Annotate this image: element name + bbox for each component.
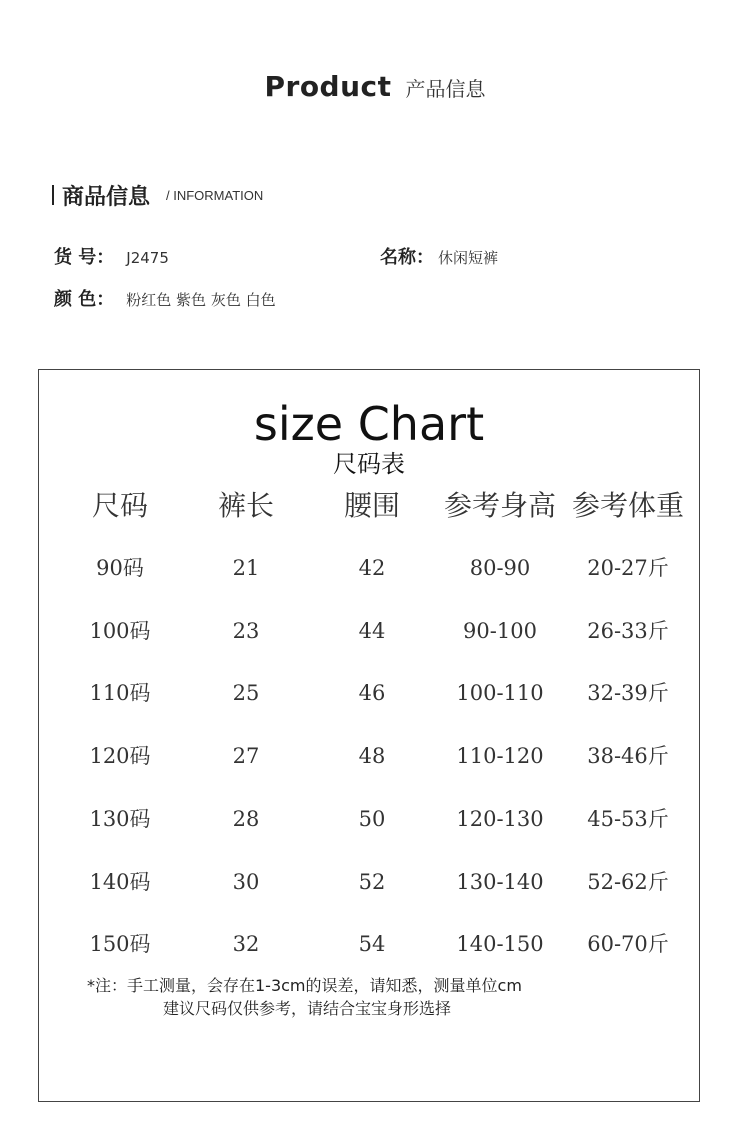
cell-waist: 50 [358,807,386,831]
note-line-1: *注：手工测量，会存在1-3cm的误差，请知悉，测量单位cm [87,976,522,995]
cell-waist: 52 [358,870,386,894]
col-header-size: 尺码 [91,489,148,522]
cell-waist: 42 [358,556,386,580]
name-value: 休闲短裤 [438,249,499,267]
cell-size: 90码 [96,556,144,580]
cell-weight: 32-39斤 [587,681,669,705]
header-title-cn: 产品信息 [405,77,486,101]
name-row [380,243,498,269]
item-no-label: 货 号： [54,247,115,268]
cell-weight: 60-70斤 [587,932,669,956]
cell-size: 150码 [89,932,151,956]
section-bar [52,185,54,205]
cell-size: 140码 [89,870,151,894]
color-value: 粉红色 紫色 灰色 白色 [126,291,276,309]
col-header-waist: 腰围 [343,489,400,522]
size-chart-box [38,369,700,1102]
col-header-weight: 参考体重 [571,489,684,522]
note-line-2: 建议尺码仅供参考，请结合宝宝身形选择 [163,999,452,1018]
cell-weight: 52-62斤 [587,870,669,894]
header-title-en: Product [264,70,392,103]
page-header [0,70,750,103]
cell-length: 25 [232,681,260,705]
item-no-value: J2475 [126,249,169,267]
cell-length: 32 [232,932,260,956]
cell-waist: 46 [358,681,386,705]
cell-height: 90-100 [463,619,537,643]
size-chart-title: size Chart [253,397,485,451]
section-subtitle: / INFORMATION [166,187,264,203]
size-chart-subtitle: 尺码表 [333,450,405,478]
color-row [54,285,276,311]
color-label: 颜 色： [54,289,115,310]
cell-waist: 54 [358,932,386,956]
cell-height: 80-90 [469,556,531,580]
cell-weight: 45-53斤 [587,807,669,831]
cell-height: 120-130 [456,807,544,831]
cell-weight: 38-46斤 [587,744,669,768]
cell-waist: 48 [358,744,386,768]
cell-size: 100码 [89,619,151,643]
cell-size: 120码 [89,744,151,768]
cell-waist: 44 [358,619,386,643]
item-no-row [54,243,169,269]
col-header-length: 裤长 [217,489,274,522]
cell-length: 21 [232,556,260,580]
cell-height: 110-120 [456,744,544,768]
section-title: 商品信息 [62,184,151,210]
cell-weight: 26-33斤 [587,619,669,643]
cell-length: 23 [232,619,260,643]
name-label: 名称： [380,247,434,268]
cell-height: 100-110 [456,681,544,705]
cell-size: 110码 [89,681,151,705]
cell-weight: 20-27斤 [587,556,669,580]
cell-length: 27 [232,744,260,768]
cell-size: 130码 [89,807,151,831]
section-heading [52,180,263,210]
cell-height: 130-140 [456,870,544,894]
col-header-height: 参考身高 [443,489,556,522]
cell-length: 28 [232,807,260,831]
cell-height: 140-150 [456,932,544,956]
cell-length: 30 [232,870,260,894]
